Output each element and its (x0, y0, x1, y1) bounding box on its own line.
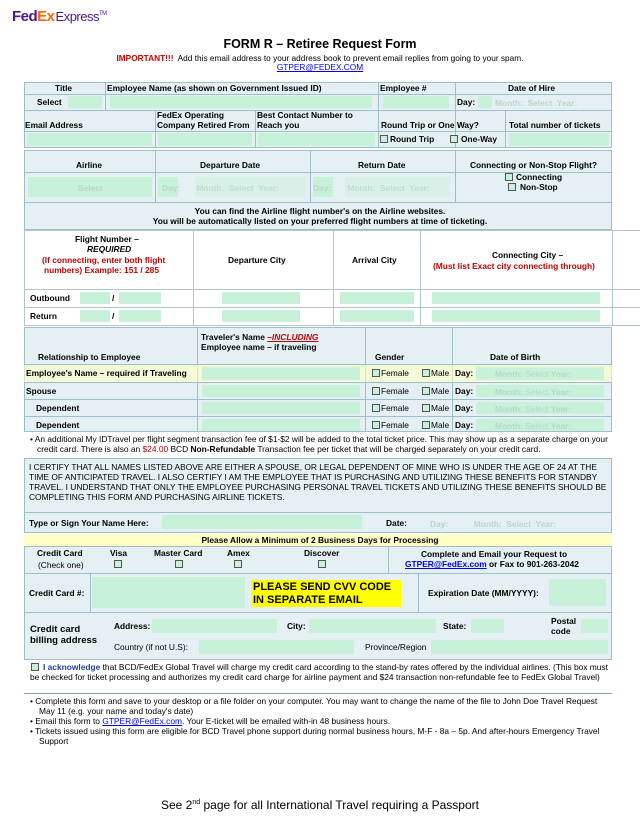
airline-info-2: You will be automatically listed on your preferred flight numbers at time of ticketing. (152, 216, 488, 226)
outbound-flight-2[interactable] (119, 292, 161, 304)
one-way-checkbox[interactable] (450, 135, 458, 143)
departure-city-label: Departure City (228, 255, 286, 265)
traveler-row-label: Employee's Name – required if Traveling (26, 368, 187, 378)
flight-number-required: REQUIRED (87, 244, 132, 254)
return-slash: / (112, 311, 115, 321)
billing-label: Credit card billing address (30, 624, 98, 646)
female-label: Female (381, 420, 409, 430)
outbound-slash: / (112, 293, 115, 303)
dob-placeholder[interactable]: Month: Select Year: (495, 404, 572, 414)
country-label: Country (if not U.S): (114, 642, 189, 652)
mastercard-checkbox[interactable] (175, 560, 183, 568)
airline-label: Airline (76, 160, 103, 170)
dob-day-label: Day: (455, 386, 474, 396)
province-label: Province/Region (365, 642, 427, 652)
flight-number-note-1: (If connecting, enter both flight (42, 255, 166, 265)
sign-date-label: Date: (386, 518, 407, 528)
dob-day-label: Day: (455, 368, 474, 378)
employee-name-label: Employee Name (as shown on Government Issued ID) (107, 83, 322, 93)
round-trip-checkbox[interactable] (380, 135, 388, 143)
dob-day-label: Day: (455, 403, 474, 413)
return-date-selector[interactable]: Day: Month: Select Year: (313, 183, 430, 193)
departure-date-label: Departure Date (200, 160, 261, 170)
return-connecting-city[interactable] (432, 310, 600, 322)
email-fax-line: GTPER@FedEx.com or Fax to 901-263-2042 (405, 559, 579, 569)
connecting-city-label: Connecting City – (492, 250, 564, 260)
dob-placeholder[interactable]: Month: Select Year: (495, 369, 572, 379)
female-label: Female (381, 368, 409, 378)
traveler-row-label: Dependent (36, 403, 80, 413)
amex-label: Amex (227, 548, 250, 558)
country-input[interactable] (199, 640, 354, 654)
state-label: State: (443, 621, 467, 631)
header-email-link[interactable]: GTPER@FEDEX.COM (276, 62, 364, 72)
outbound-arrival-city[interactable] (340, 292, 414, 304)
outbound-label: Outbound (30, 293, 70, 303)
traveler-row-label: Spouse (26, 386, 57, 396)
dob-day-label: Day: (455, 420, 474, 430)
gender-header: Gender (375, 352, 405, 362)
arrival-city-label: Arrival City (352, 255, 397, 265)
processing-notice: Please Allow a Minimum of 2 Business Days for Processing (201, 535, 439, 545)
male-checkbox[interactable] (422, 387, 430, 395)
connecting-question: Connecting or Non-Stop Flight? (470, 160, 597, 170)
note-1: • Complete this form and save to your desktop or a file folder on your computer. You may want to change the name of the file to John Doe Travel Request May 11 (e.g. your name and today's date) (30, 696, 598, 717)
province-input[interactable] (431, 640, 608, 654)
outbound-departure-city[interactable] (222, 292, 300, 304)
hire-date-selector[interactable]: Month: Select Year: (495, 98, 578, 108)
postal-code-input[interactable] (581, 619, 608, 633)
employee-number-label: Employee # (380, 83, 427, 93)
opco-label: FedEx Operating Company Retired From (157, 110, 250, 130)
return-departure-city[interactable] (222, 310, 300, 322)
email-address-input[interactable] (27, 133, 152, 146)
male-checkbox[interactable] (422, 421, 430, 429)
traveler-name-input[interactable] (202, 385, 360, 397)
non-stop-label: Non-Stop (520, 182, 558, 192)
relationship-header: Relationship to Employee (38, 352, 141, 362)
cc-number-label: Credit Card #: (29, 588, 85, 598)
total-tickets-input[interactable] (509, 133, 609, 146)
title-dropdown[interactable] (68, 96, 102, 108)
male-label: Male (431, 386, 450, 396)
outbound-flight-1[interactable] (80, 292, 110, 304)
outbound-connecting-city[interactable] (432, 292, 600, 304)
city-label: City: (287, 621, 306, 631)
hire-day-label: Day: (457, 97, 476, 107)
mastercard-label: Master Card (154, 548, 203, 558)
address-input[interactable] (152, 619, 277, 633)
female-label: Female (381, 403, 409, 413)
discover-label: Discover (304, 548, 340, 558)
traveler-name-input[interactable] (202, 402, 360, 414)
expiration-label: Expiration Date (MM/YYYY): (428, 588, 539, 598)
sign-name-input[interactable] (162, 515, 362, 529)
contact-number-label: Best Contact Number to Reach you (257, 110, 353, 130)
connecting-checkbox[interactable] (505, 173, 513, 181)
round-trip-question: Round Trip or One Way? (381, 120, 479, 130)
dob-header: Date of Birth (490, 352, 541, 362)
notes-email-link[interactable]: GTPER@FedEx.com (102, 716, 183, 726)
round-trip-label: Round Trip (390, 134, 435, 144)
cc-number-input[interactable] (92, 577, 245, 608)
female-checkbox[interactable] (372, 387, 380, 395)
payment-email-link[interactable]: GTPER@FedEx.com (405, 559, 487, 569)
traveler-name-input[interactable] (202, 419, 360, 431)
airline-select[interactable]: Select (78, 183, 103, 193)
contact-number-input[interactable] (258, 133, 375, 146)
note-2: • Email this form to GTPER@FedEx.com. Your E-ticket will be emailed with-in 48 business hours. (30, 716, 391, 726)
male-checkbox[interactable] (422, 404, 430, 412)
connecting-city-note: (Must list Exact city connecting through) (433, 261, 595, 271)
traveler-name-input[interactable] (202, 367, 360, 380)
date-of-hire-label: Date of Hire (508, 83, 556, 93)
fedex-express-logo: FedExExpress™ (12, 8, 107, 25)
page-title: FORM R – Retiree Request Form (223, 37, 417, 51)
female-checkbox[interactable] (372, 404, 380, 412)
state-input[interactable] (471, 619, 504, 633)
return-label: Return (30, 311, 57, 321)
female-label: Female (381, 386, 409, 396)
traveler-row-label: Dependent (36, 420, 80, 430)
fee-notice: • An additional My IDTravel per flight segment transaction fee of $1-$2 will be added to the total ticket price. This may show up as a separate charge on your credit card. There is also an $24.00 BCD Non-Refundable Transaction fee per ticket that will be charged separately on your credit card. (30, 434, 608, 455)
sign-date-selector[interactable]: Day: Month: Select Year: (430, 519, 557, 529)
footer-note: See 2nd page for all International Travel requiring a Passport (161, 798, 479, 812)
city-input[interactable] (309, 619, 436, 633)
male-label: Male (431, 420, 450, 430)
flight-number-title: Flight Number – (75, 234, 139, 244)
departure-date-selector[interactable]: Day: Month: Select Year: (162, 183, 279, 193)
airline-info-1: You can find the Airline flight number's on the Airline websites. (194, 206, 446, 216)
departure-date-field[interactable] (195, 177, 305, 197)
postal-code-label: Postal code (551, 616, 577, 636)
female-checkbox[interactable] (372, 369, 380, 377)
dob-placeholder[interactable]: Month: Select Year: (495, 421, 572, 431)
visa-label: Visa (110, 548, 128, 558)
return-arrival-city[interactable] (340, 310, 414, 322)
total-tickets-label: Total number of tickets (509, 120, 601, 130)
title-label: Title (55, 83, 73, 93)
hire-day-dropdown[interactable] (478, 96, 492, 108)
dob-placeholder[interactable]: Month: Select Year: (495, 387, 572, 397)
employee-name-input[interactable] (110, 96, 372, 108)
note-3: • Tickets issued using this form are eligible for BCD Travel phone support during normal business hours, M-F - 8a – 5p. And after-hours Emergency Travel Support (30, 726, 600, 747)
acknowledge-text: I acknowledge that BCD/FedEx Global Travel will charge my credit card according to the stand-by rates offered by the individual airlines. (This box must be checked for ticket processing and authorizes my credit card charge for airline payment and $24 transaction non-refundable fee to FedEx Global Travel) (30, 662, 608, 683)
sign-name-label: Type or Sign Your Name Here: (29, 518, 149, 528)
male-label: Male (431, 403, 450, 413)
traveler-name-header: Traveler's Name –INCLUDING (201, 332, 319, 342)
title-select[interactable]: Select (37, 97, 62, 107)
amex-checkbox[interactable] (234, 560, 242, 568)
complete-email-label: Complete and Email your Request to (421, 549, 568, 559)
male-label: Male (431, 368, 450, 378)
employee-number-input[interactable] (383, 96, 449, 108)
return-date-label: Return Date (358, 160, 406, 170)
return-flight-1[interactable] (80, 310, 110, 322)
one-way-label: One-Way (461, 134, 497, 144)
return-date-field[interactable] (345, 177, 450, 197)
important-note: IMPORTANT!!! Add this email address to your address book to prevent email replies from going to your spam. (116, 53, 524, 63)
check-one-label: (Check one) (38, 560, 84, 570)
non-stop-checkbox[interactable] (508, 183, 516, 191)
address-label: Address: (114, 621, 151, 631)
visa-checkbox[interactable] (114, 560, 122, 568)
certify-text: I CERTIFY THAT ALL NAMES LISTED ABOVE ARE EITHER A SPOUSE, OR LEGAL DEPENDENT OF MINE WHO IS UNDER THE AGE OF 24 AT THE TIME OF ANTICIPATED TRAVEL. I ALSO CERTIFY I AM THE EMPLOYEE THAT IS PURCHASING AND UTILIZING THESE BENEFITS FOR STANDBY TRAVEL. I UNDERSTAND THAT ONLY THE EMPLOYEE PURCHASING PERSONAL TRAVEL TICKETS AND UTILIZING THESE BENEFITS SHOULD BE COMPLETING THIS FORM AND PURCHASING AIRLINE TICKETS. (29, 462, 607, 503)
opco-input[interactable] (158, 133, 252, 146)
male-checkbox[interactable] (422, 369, 430, 377)
traveler-name-subheader: Employee name – if traveling (201, 342, 317, 352)
female-checkbox[interactable] (372, 421, 380, 429)
discover-checkbox[interactable] (318, 560, 326, 568)
email-address-label: Email Address (25, 120, 83, 130)
flight-number-note-2: numbers) Example: 151 / 285 (44, 265, 159, 275)
connecting-label: Connecting (516, 172, 563, 182)
credit-card-label: Credit Card (37, 548, 83, 558)
expiration-input[interactable] (549, 579, 606, 606)
cvv-notice: PLEASE SEND CVV CODE IN SEPARATE EMAIL (251, 580, 401, 607)
return-flight-2[interactable] (119, 310, 161, 322)
